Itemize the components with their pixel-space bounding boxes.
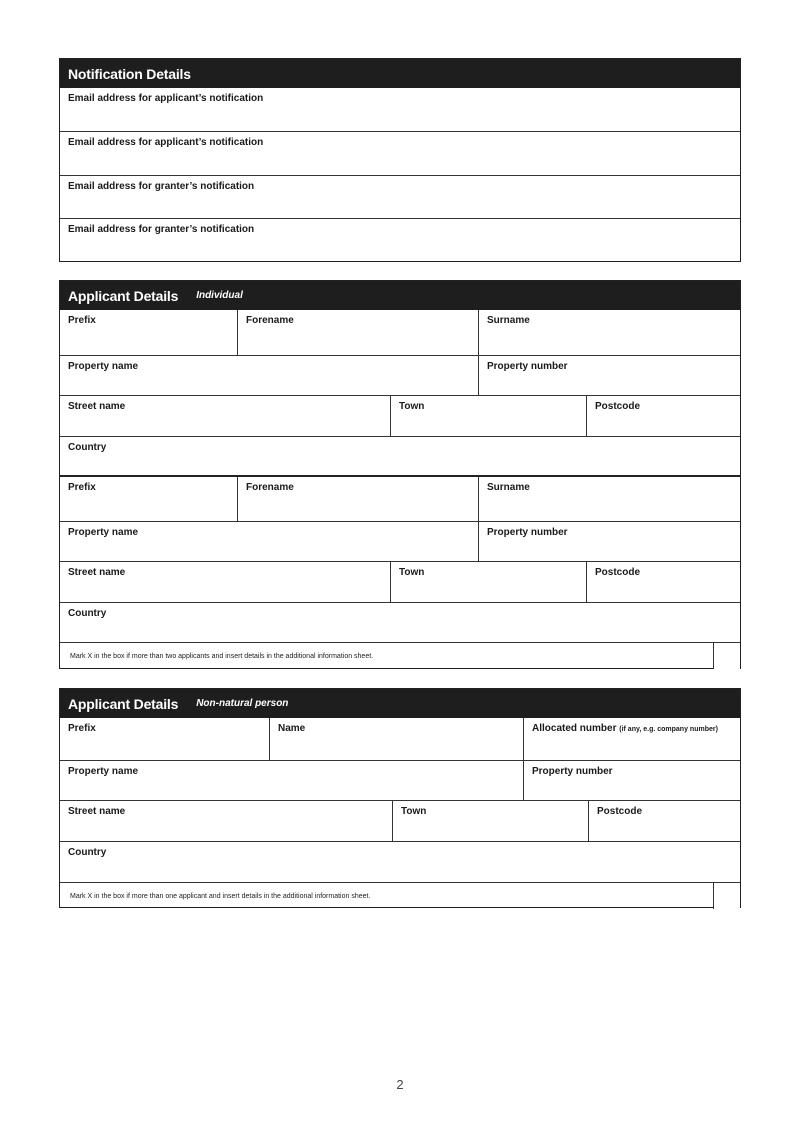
field-label: Name (278, 723, 306, 734)
applicant1-property-name-field[interactable] (60, 356, 478, 395)
applicant2-country-field[interactable] (60, 603, 740, 642)
field-label: Allocated number (532, 723, 617, 734)
applicant2-prefix-field[interactable] (60, 477, 237, 521)
section-subtitle: Individual (196, 290, 243, 301)
applicant-non-natural-section (59, 688, 741, 908)
notification-details-section (59, 58, 741, 262)
applicant2-street-name-field[interactable] (60, 562, 390, 602)
field-label: Postcode (595, 567, 641, 578)
company-property-name-field[interactable] (60, 761, 523, 800)
field-label: Prefix (68, 723, 96, 734)
granter-email-field-1[interactable] (60, 176, 740, 218)
applicant1-forename-field[interactable] (237, 310, 478, 355)
field-label: Email address for applicant’s notification (68, 93, 264, 104)
field-label: Property number (487, 527, 568, 538)
field-label: Postcode (597, 806, 643, 817)
field-label: Town (399, 401, 425, 412)
field-label: Street name (68, 401, 126, 412)
field-label: Town (401, 806, 427, 817)
field-label: Property name (68, 527, 139, 538)
applicant-non-natural-header (60, 689, 740, 718)
applicant1-property-number-field[interactable] (478, 356, 740, 395)
more-company-applicants-checkbox[interactable] (713, 883, 740, 909)
field-label: Email address for granter’s notification (68, 224, 255, 235)
company-name-field[interactable] (269, 718, 523, 760)
more-applicants-note: Mark X in the box if more than two applicants and insert details in the additional information sheet. (70, 652, 374, 660)
applicant2-town-field[interactable] (390, 562, 586, 602)
company-prefix-field[interactable] (60, 718, 269, 760)
field-label: Prefix (68, 315, 96, 326)
field-label: Prefix (68, 482, 96, 493)
field-label: Property number (487, 361, 568, 372)
section-subtitle: Non-natural person (196, 698, 289, 709)
page-number: 2 (396, 1077, 404, 1092)
applicant2-postcode-field[interactable] (586, 562, 740, 602)
field-label: Email address for granter’s notification (68, 181, 255, 192)
more-applicants-row (60, 642, 740, 669)
applicant1-street-name-field[interactable] (60, 396, 390, 436)
applicant1-town-field[interactable] (390, 396, 586, 436)
more-company-applicants-note: Mark X in the box if more than one applicant and insert details in the additional information sheet. (70, 892, 371, 900)
field-label: Forename (246, 315, 294, 326)
applicant1-country-field[interactable] (60, 437, 740, 475)
applicant2-forename-field[interactable] (237, 477, 478, 521)
notification-details-header (60, 59, 740, 88)
field-label: Street name (68, 567, 126, 578)
company-town-field[interactable] (392, 801, 588, 841)
applicant-individual-section (59, 280, 741, 669)
granter-email-field-2[interactable] (60, 219, 740, 261)
applicant-email-field-2[interactable] (60, 132, 740, 175)
field-label: Property name (68, 766, 139, 777)
applicant2-property-number-field[interactable] (478, 522, 740, 561)
field-label: Postcode (595, 401, 641, 412)
field-label: Surname (487, 315, 530, 326)
section-title: Notification Details (68, 65, 191, 82)
applicant1-surname-field[interactable] (478, 310, 740, 355)
field-label: Surname (487, 482, 530, 493)
company-property-number-field[interactable] (523, 761, 740, 800)
applicant1-prefix-field[interactable] (60, 310, 237, 355)
applicant2-property-name-field[interactable] (60, 522, 478, 561)
company-postcode-field[interactable] (588, 801, 740, 841)
company-allocated-number-field[interactable] (523, 718, 740, 760)
section-title: Applicant Details (68, 287, 179, 304)
field-label: Email address for applicant’s notification (68, 137, 264, 148)
field-label: Property name (68, 361, 139, 372)
field-label: Town (399, 567, 425, 578)
field-label: Property number (532, 766, 613, 777)
section-title: Applicant Details (68, 695, 179, 712)
applicant2-surname-field[interactable] (478, 477, 740, 521)
company-country-field[interactable] (60, 842, 740, 882)
company-street-name-field[interactable] (60, 801, 392, 841)
field-label: Country (68, 442, 107, 453)
more-applicants-checkbox[interactable] (713, 643, 740, 669)
more-company-applicants-row (60, 882, 740, 909)
field-label: Forename (246, 482, 294, 493)
field-label: Street name (68, 806, 126, 817)
field-hint: (if any, e.g. company number) (619, 726, 718, 733)
field-label: Country (68, 847, 107, 858)
applicant-individual-header (60, 281, 740, 310)
applicant-email-field-1[interactable] (60, 88, 740, 131)
field-label: Country (68, 608, 107, 619)
applicant1-postcode-field[interactable] (586, 396, 740, 436)
